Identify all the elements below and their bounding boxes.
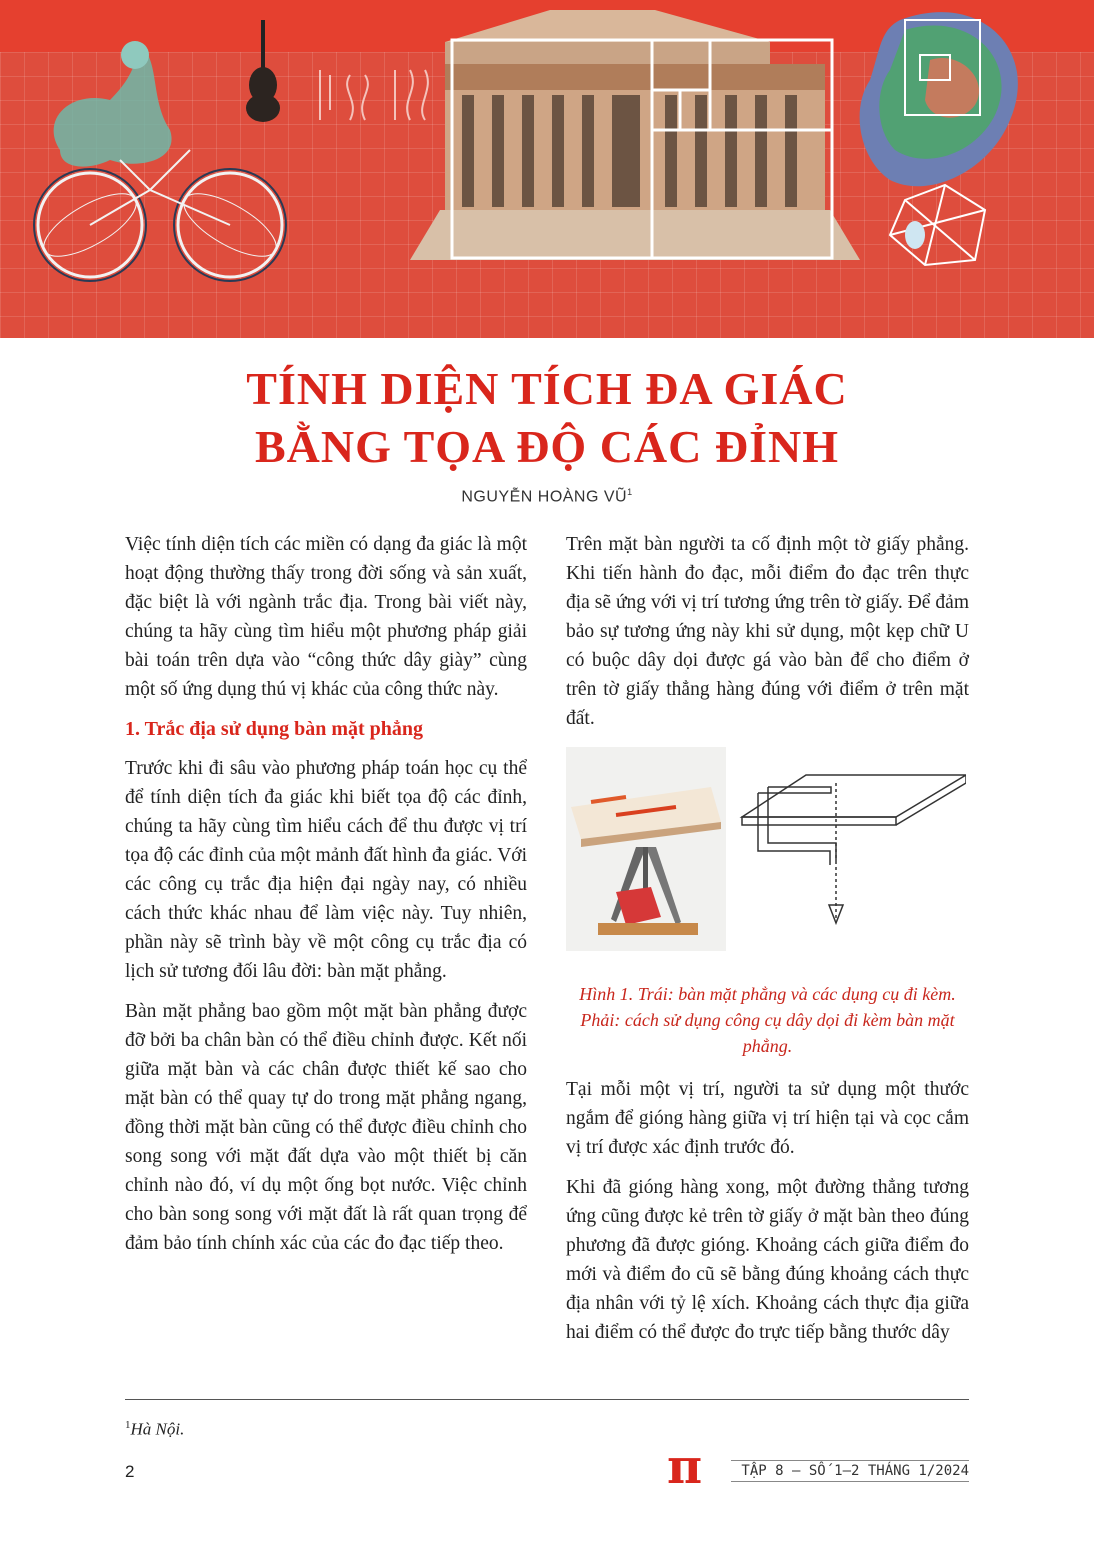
header-banner — [0, 0, 1094, 338]
plumb-line-diagram — [736, 765, 966, 935]
issue-info: TẬP 8 – SỐ 1–2 THÁNG 1/2024 — [731, 1460, 969, 1482]
left-column — [125, 530, 527, 1269]
section-heading: 1. Trắc địa sử dụng bàn mặt phẳng — [125, 718, 424, 740]
figure-1 — [566, 747, 969, 969]
notation-illustration — [320, 70, 428, 120]
author-byline — [0, 487, 1094, 506]
footnote-mark: 1 — [125, 1419, 131, 1431]
nautilus-illustration — [860, 12, 1018, 265]
body-paragraph: Trước khi đi sâu vào phương pháp toán học cụ thể để tính diện tích đa giác khi biết tọa độ các đỉnh, chúng ta hãy cùng tìm hiểu cách để thu được vị trí tọa độ các đỉnh của một mảnh đất hình đa giác. Với các công cụ trắc địa hiện đại ngày nay, có nhiều cách thức khác nhau để làm việc này. Tuy nhiên, phần này sẽ trình bày về một công cụ trắc địa có lịch sử tương đối lâu đời: bàn mặt phẳng. — [125, 758, 528, 982]
page-number: 2 — [125, 1462, 135, 1481]
body-paragraph: Bàn mặt phẳng bao gồm một mặt bàn phẳng được đỡ bởi ba chân bàn có thể điều chỉnh được. Kết nối giữa mặt bàn và các chân được thiết kế sao cho mặt bàn có thể quay tự do trong mặt phẳng ngang, đồng thời mặt bàn cũng có thể được điều chỉnh cho song song với mặt đất dựa vào một thiết bị căn chỉnh nào đó, ví dụ một ống bọt nước. Việc chỉnh cho bàn song song với mặt đất là rất quan trọng để đảm bảo tính chính xác của các đo đạc tiếp theo. — [125, 1001, 527, 1254]
figure-caption: Hình 1. Trái: bàn mặt phẳng và các dụng cụ đi kèm. Phải: cách sử dụng công cụ dây dọi đi kèm bàn mặt phẳng. — [579, 984, 956, 1056]
intro-paragraph: Việc tính diện tích các miền có dạng đa giác là một hoạt động thường thấy trong đời sống và sản xuất, đặc biệt là với ngành trắc địa. Trong bài viết này, chúng ta hãy cùng tìm hiểu một phương pháp giải bài toán trên dựa vào “công thức dây giày” cùng một số ứng dụng thú vị khác của công thức này. — [125, 534, 527, 700]
parthenon-illustration — [410, 10, 860, 260]
plane-table-photo — [566, 747, 726, 951]
right-column — [566, 530, 969, 1358]
cyclist-illustration — [34, 41, 286, 281]
article-title-line2: BẰNG TỌA ĐỘ CÁC ĐỈNH — [255, 421, 839, 472]
body-paragraph: Tại mỗi một vị trí, người ta sử dụng một thước ngắm để gióng hàng giữa vị trí hiện tại và cọc cắm vị trí được xác định trước đó. — [566, 1079, 969, 1158]
author-footnote-mark: 1 — [627, 487, 633, 497]
article-title-line1: TÍNH DIỆN TÍCH ĐA GIÁC — [246, 363, 848, 414]
violin-illustration — [246, 20, 280, 122]
body-paragraph: Khi đã gióng hàng xong, một đường thẳng tương ứng cũng được kẻ trên tờ giấy ở mặt bàn theo đúng phương đã được gióng. Khoảng cách giữa điểm đo mới và điểm đo cũ sẽ bằng đúng khoảng cách thực địa nhân với tỷ lệ xích. Khoảng cách thực địa giữa hai điểm có thể được đo trực tiếp bằng thước dây — [566, 1177, 969, 1343]
footnote — [125, 1419, 184, 1440]
footnote-text: Hà Nội. — [130, 1419, 185, 1439]
footnote-rule — [125, 1399, 969, 1400]
author-name: NGUYỄN HOÀNG VŨ — [461, 488, 628, 506]
body-paragraph: Trên mặt bàn người ta cố định một tờ giấy phẳng. Khi tiến hành đo đạc, mỗi điểm đo đạc trên thực địa sẽ ứng với vị trí tương ứng trên tờ giấy. Để đảm bảo sự tương ứng này khi sử dụng, một kẹp chữ U có buộc dây dọi được gá vào bàn để cho điểm ở trên tờ giấy thẳng hàng đúng với điểm ở trên mặt đất. — [566, 534, 969, 729]
banner-illustration — [0, 0, 1094, 338]
pi-logo-icon: π — [667, 1439, 703, 1495]
